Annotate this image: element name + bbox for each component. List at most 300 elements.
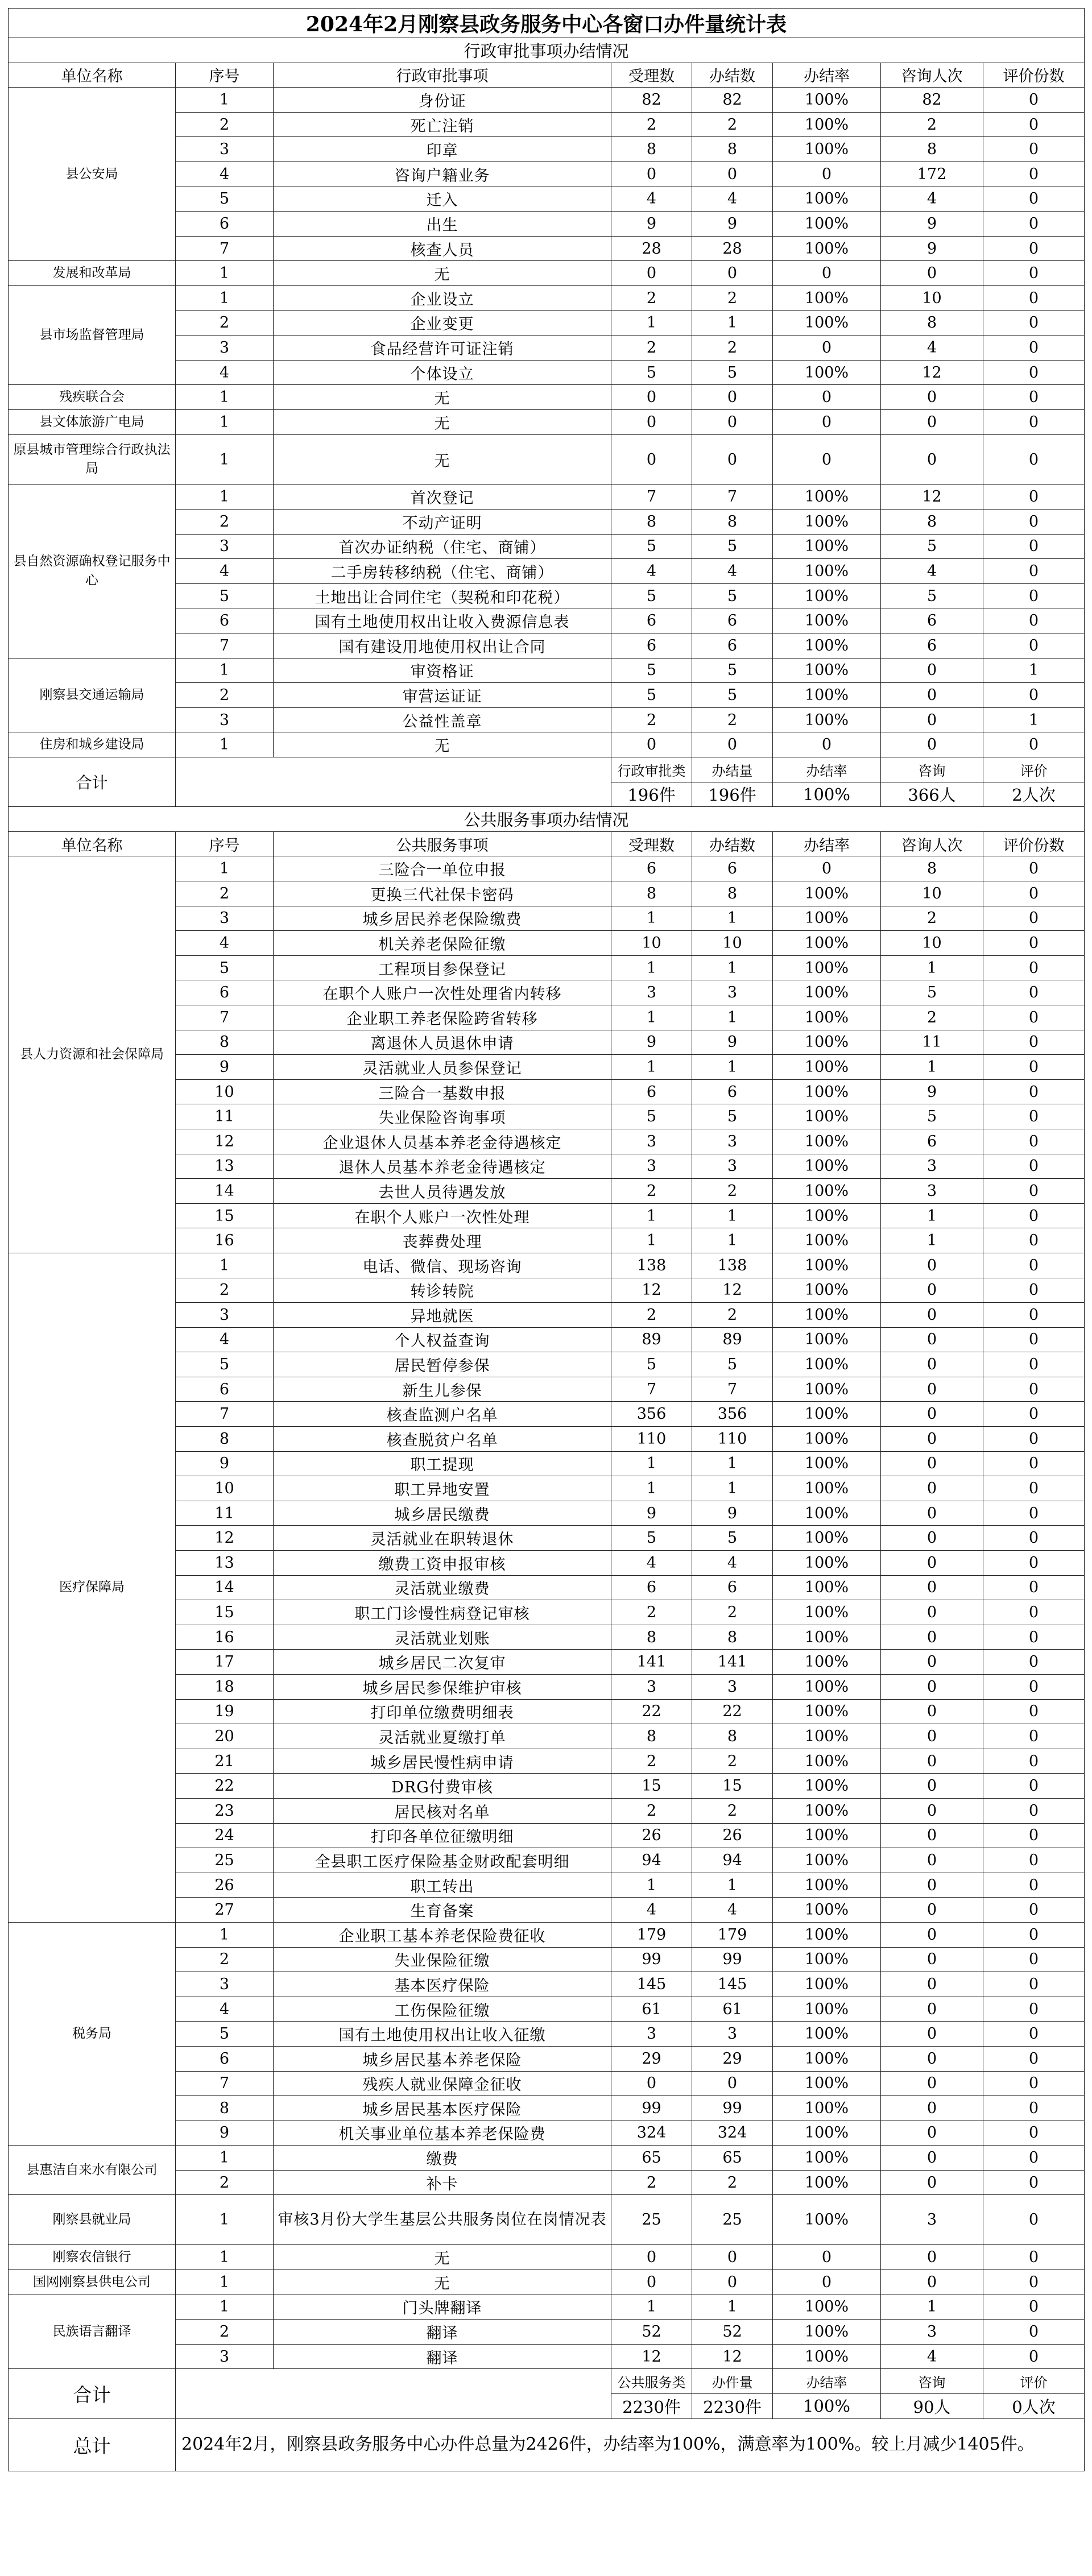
serial-cell: 1 xyxy=(176,434,274,484)
serial-cell: 1 xyxy=(176,1922,274,1947)
serial-cell: 13 xyxy=(176,1154,274,1179)
evaluation-cell: 0 xyxy=(983,510,1085,535)
serial-cell: 1 xyxy=(176,484,274,510)
evaluation-cell: 1 xyxy=(983,707,1085,732)
completed-cell: 5 xyxy=(692,658,773,683)
serial-cell: 15 xyxy=(176,1203,274,1228)
completed-cell: 12 xyxy=(692,1278,773,1303)
accepted-cell: 8 xyxy=(611,1724,692,1749)
item-cell: 转诊转院 xyxy=(274,1278,611,1303)
rate-cell: 100% xyxy=(773,187,881,212)
consult-cell: 0 xyxy=(881,261,983,286)
total-head: 办结率 xyxy=(773,2369,881,2394)
rate-cell: 100% xyxy=(773,1699,881,1724)
completed-cell: 28 xyxy=(692,236,773,261)
evaluation-cell: 0 xyxy=(983,285,1085,310)
column-header: 受理数 xyxy=(611,63,692,88)
serial-cell: 3 xyxy=(176,1972,274,1997)
column-header: 办结数 xyxy=(692,63,773,88)
evaluation-cell: 0 xyxy=(983,161,1085,187)
serial-cell: 5 xyxy=(176,1352,274,1377)
rate-cell: 100% xyxy=(773,1749,881,1774)
item-cell: 死亡注销 xyxy=(274,112,611,137)
unit-name-cell: 发展和改革局 xyxy=(9,261,176,286)
evaluation-cell: 0 xyxy=(983,1600,1085,1625)
completed-cell: 3 xyxy=(692,1129,773,1154)
evaluation-cell: 0 xyxy=(983,2170,1085,2195)
item-cell: 企业职工基本养老保险费征收 xyxy=(274,1922,611,1947)
accepted-cell: 9 xyxy=(611,212,692,237)
completed-cell: 89 xyxy=(692,1327,773,1352)
evaluation-cell: 0 xyxy=(983,931,1085,956)
accepted-cell: 1 xyxy=(611,1476,692,1501)
total-value: 366人 xyxy=(881,782,983,807)
evaluation-cell: 0 xyxy=(983,1526,1085,1551)
evaluation-cell: 0 xyxy=(983,1675,1085,1700)
accepted-cell: 0 xyxy=(611,732,692,757)
serial-cell: 1 xyxy=(176,2146,274,2171)
item-cell: 灵活就业夏缴打单 xyxy=(274,1724,611,1749)
evaluation-cell: 0 xyxy=(983,955,1085,980)
serial-cell: 26 xyxy=(176,1873,274,1898)
unit-name-cell: 残疾联合会 xyxy=(9,385,176,410)
serial-cell: 1 xyxy=(176,2195,274,2245)
completed-cell: 145 xyxy=(692,1972,773,1997)
completed-cell: 4 xyxy=(692,1551,773,1576)
evaluation-cell: 0 xyxy=(983,1476,1085,1501)
rate-cell: 100% xyxy=(773,1303,881,1328)
consult-cell: 6 xyxy=(881,1129,983,1154)
rate-cell: 100% xyxy=(773,2320,881,2345)
completed-cell: 0 xyxy=(692,385,773,410)
completed-cell: 2 xyxy=(692,112,773,137)
total-head: 办件量 xyxy=(692,2369,773,2394)
consult-cell: 4 xyxy=(881,559,983,584)
total-value: 90人 xyxy=(881,2394,983,2419)
consult-cell: 0 xyxy=(881,1451,983,1476)
total-value: 196件 xyxy=(611,782,692,807)
rate-cell: 100% xyxy=(773,1055,881,1080)
accepted-cell: 0 xyxy=(611,434,692,484)
item-cell: 城乡居民养老保险缴费 xyxy=(274,906,611,931)
rate-cell: 100% xyxy=(773,2022,881,2047)
completed-cell: 99 xyxy=(692,2096,773,2121)
consult-cell: 8 xyxy=(881,856,983,881)
item-cell: 残疾人就业保障金征收 xyxy=(274,2071,611,2096)
accepted-cell: 356 xyxy=(611,1402,692,1427)
total-header-row xyxy=(9,757,1085,782)
item-cell: 翻译 xyxy=(274,2344,611,2369)
evaluation-cell: 0 xyxy=(983,1798,1085,1823)
accepted-cell: 2 xyxy=(611,285,692,310)
item-cell: 灵活就业人员参保登记 xyxy=(274,1055,611,1080)
accepted-cell: 22 xyxy=(611,1699,692,1724)
consult-cell: 0 xyxy=(881,1526,983,1551)
evaluation-cell: 0 xyxy=(983,1898,1085,1923)
item-cell: 首次办证纳税（住宅、商铺） xyxy=(274,534,611,559)
consult-cell: 2 xyxy=(881,906,983,931)
consult-cell: 6 xyxy=(881,608,983,633)
accepted-cell: 5 xyxy=(611,1104,692,1129)
consult-cell: 12 xyxy=(881,360,983,385)
evaluation-cell: 0 xyxy=(983,310,1085,336)
serial-cell: 17 xyxy=(176,1650,274,1675)
rate-cell: 100% xyxy=(773,1675,881,1700)
rate-cell: 100% xyxy=(773,1625,881,1650)
consult-cell: 0 xyxy=(881,1352,983,1377)
accepted-cell: 6 xyxy=(611,1079,692,1104)
rate-cell: 100% xyxy=(773,1352,881,1377)
rate-cell: 100% xyxy=(773,2121,881,2146)
accepted-cell: 5 xyxy=(611,583,692,608)
rate-cell: 100% xyxy=(773,1848,881,1873)
consult-cell: 0 xyxy=(881,1774,983,1799)
column-header: 行政审批事项 xyxy=(274,63,611,88)
accepted-cell: 4 xyxy=(611,187,692,212)
item-cell: 生育备案 xyxy=(274,1898,611,1923)
item-cell: 翻译 xyxy=(274,2320,611,2345)
evaluation-cell: 0 xyxy=(983,484,1085,510)
rate-cell: 0 xyxy=(773,856,881,881)
evaluation-cell: 0 xyxy=(983,434,1085,484)
rate-cell: 100% xyxy=(773,1798,881,1823)
serial-cell: 7 xyxy=(176,633,274,659)
serial-cell: 14 xyxy=(176,1179,274,1204)
completed-cell: 8 xyxy=(692,137,773,162)
consult-cell: 2 xyxy=(881,1005,983,1030)
serial-cell: 16 xyxy=(176,1228,274,1253)
total-value: 2230件 xyxy=(692,2394,773,2419)
item-cell: 补卡 xyxy=(274,2170,611,2195)
serial-cell: 5 xyxy=(176,583,274,608)
completed-cell: 8 xyxy=(692,1625,773,1650)
table-row xyxy=(9,2146,1085,2171)
consult-cell: 0 xyxy=(881,707,983,732)
completed-cell: 3 xyxy=(692,1154,773,1179)
item-cell: 在职个人账户一次性处理省内转移 xyxy=(274,980,611,1005)
item-cell: 国有建设用地使用权出让合同 xyxy=(274,633,611,659)
serial-cell: 1 xyxy=(176,409,274,434)
rate-cell: 100% xyxy=(773,1947,881,1972)
table-row xyxy=(9,1922,1085,1947)
rate-cell: 0 xyxy=(773,385,881,410)
total-head: 行政审批类 xyxy=(611,757,692,782)
rate-cell: 0 xyxy=(773,161,881,187)
item-cell: 居民核对名单 xyxy=(274,1798,611,1823)
accepted-cell: 8 xyxy=(611,1625,692,1650)
accepted-cell: 0 xyxy=(611,261,692,286)
consult-cell: 0 xyxy=(881,1699,983,1724)
rate-cell: 100% xyxy=(773,1972,881,1997)
item-cell: 工程项目参保登记 xyxy=(274,955,611,980)
evaluation-cell: 0 xyxy=(983,1997,1085,2022)
serial-cell: 3 xyxy=(176,1303,274,1328)
unit-name-cell: 原县城市管理综合行政执法局 xyxy=(9,434,176,484)
section-title: 公共服务事项办结情况 xyxy=(9,807,1085,832)
accepted-cell: 1 xyxy=(611,1873,692,1898)
rate-cell: 100% xyxy=(773,1154,881,1179)
accepted-cell: 9 xyxy=(611,1030,692,1055)
consult-cell: 0 xyxy=(881,2046,983,2071)
serial-cell: 2 xyxy=(176,310,274,336)
serial-cell: 23 xyxy=(176,1798,274,1823)
serial-cell: 5 xyxy=(176,187,274,212)
rate-cell: 0 xyxy=(773,434,881,484)
column-header: 评价份数 xyxy=(983,831,1085,856)
consult-cell: 9 xyxy=(881,236,983,261)
item-cell: 无 xyxy=(274,2270,611,2295)
accepted-cell: 8 xyxy=(611,510,692,535)
evaluation-cell: 0 xyxy=(983,1501,1085,1526)
header-row xyxy=(9,831,1085,856)
accepted-cell: 2 xyxy=(611,707,692,732)
consult-cell: 0 xyxy=(881,385,983,410)
rate-cell: 100% xyxy=(773,1823,881,1848)
evaluation-cell: 0 xyxy=(983,1079,1085,1104)
rate-cell: 100% xyxy=(773,955,881,980)
completed-cell: 9 xyxy=(692,1030,773,1055)
consult-cell: 1 xyxy=(881,1228,983,1253)
item-cell: 职工门诊慢性病登记审核 xyxy=(274,1600,611,1625)
item-cell: 门头牌翻译 xyxy=(274,2295,611,2320)
accepted-cell: 12 xyxy=(611,1278,692,1303)
consult-cell: 0 xyxy=(881,1749,983,1774)
rate-cell: 100% xyxy=(773,658,881,683)
serial-cell: 1 xyxy=(176,856,274,881)
rate-cell: 100% xyxy=(773,285,881,310)
completed-cell: 179 xyxy=(692,1922,773,1947)
item-cell: 身份证 xyxy=(274,88,611,113)
evaluation-cell: 0 xyxy=(983,2245,1085,2270)
rate-cell: 100% xyxy=(773,2096,881,2121)
total-head: 办结量 xyxy=(692,757,773,782)
evaluation-cell: 0 xyxy=(983,1947,1085,1972)
item-cell: 食品经营许可证注销 xyxy=(274,336,611,361)
consult-cell: 10 xyxy=(881,881,983,906)
statistics-document xyxy=(8,8,1084,2471)
item-cell: 审核3月份大学生基层公共服务岗位在岗情况表 xyxy=(274,2195,611,2245)
consult-cell: 1 xyxy=(881,1203,983,1228)
accepted-cell: 5 xyxy=(611,683,692,708)
completed-cell: 65 xyxy=(692,2146,773,2171)
accepted-cell: 1 xyxy=(611,1451,692,1476)
serial-cell: 2 xyxy=(176,510,274,535)
accepted-cell: 1 xyxy=(611,1005,692,1030)
completed-cell: 22 xyxy=(692,1699,773,1724)
evaluation-cell: 0 xyxy=(983,2295,1085,2320)
item-cell: 在职个人账户一次性处理 xyxy=(274,1203,611,1228)
accepted-cell: 4 xyxy=(611,1551,692,1576)
unit-name-cell: 县自然资源确权登记服务中心 xyxy=(9,484,176,658)
accepted-cell: 2 xyxy=(611,1303,692,1328)
accepted-cell: 3 xyxy=(611,2022,692,2047)
accepted-cell: 6 xyxy=(611,1575,692,1600)
total-head: 评价 xyxy=(983,2369,1085,2394)
item-cell: 新生儿参保 xyxy=(274,1377,611,1402)
header-row xyxy=(9,63,1085,88)
serial-cell: 5 xyxy=(176,2022,274,2047)
item-cell: 企业职工养老保险跨省转移 xyxy=(274,1005,611,1030)
completed-cell: 6 xyxy=(692,1079,773,1104)
serial-cell: 4 xyxy=(176,161,274,187)
item-cell: 无 xyxy=(274,385,611,410)
serial-cell: 3 xyxy=(176,906,274,931)
serial-cell: 14 xyxy=(176,1575,274,1600)
evaluation-cell: 0 xyxy=(983,1179,1085,1204)
evaluation-cell: 0 xyxy=(983,1203,1085,1228)
total-head: 评价 xyxy=(983,757,1085,782)
consult-cell: 0 xyxy=(881,1575,983,1600)
rate-cell: 100% xyxy=(773,1600,881,1625)
evaluation-cell: 0 xyxy=(983,1451,1085,1476)
consult-cell: 5 xyxy=(881,980,983,1005)
evaluation-cell: 0 xyxy=(983,2146,1085,2171)
unit-name-cell: 县文体旅游广电局 xyxy=(9,409,176,434)
completed-cell: 1 xyxy=(692,1228,773,1253)
item-cell: 电话、微信、现场咨询 xyxy=(274,1253,611,1278)
accepted-cell: 1 xyxy=(611,906,692,931)
evaluation-cell: 0 xyxy=(983,1005,1085,1030)
rate-cell: 100% xyxy=(773,1377,881,1402)
item-cell: 打印单位缴费明细表 xyxy=(274,1699,611,1724)
item-cell: 离退休人员退休申请 xyxy=(274,1030,611,1055)
item-cell: 职工提现 xyxy=(274,1451,611,1476)
column-header: 办结数 xyxy=(692,831,773,856)
rate-cell: 100% xyxy=(773,1526,881,1551)
evaluation-cell: 0 xyxy=(983,409,1085,434)
evaluation-cell: 0 xyxy=(983,88,1085,113)
consult-cell: 82 xyxy=(881,88,983,113)
consult-cell: 0 xyxy=(881,1922,983,1947)
serial-cell: 12 xyxy=(176,1526,274,1551)
completed-cell: 2 xyxy=(692,1600,773,1625)
consult-cell: 0 xyxy=(881,1501,983,1526)
accepted-cell: 12 xyxy=(611,2344,692,2369)
total-value: 2230件 xyxy=(611,2394,692,2419)
serial-cell: 22 xyxy=(176,1774,274,1799)
consult-cell: 11 xyxy=(881,1030,983,1055)
serial-cell: 24 xyxy=(176,1823,274,1848)
accepted-cell: 4 xyxy=(611,559,692,584)
completed-cell: 4 xyxy=(692,187,773,212)
accepted-cell: 1 xyxy=(611,310,692,336)
total-head: 公共服务类 xyxy=(611,2369,692,2394)
rate-cell: 100% xyxy=(773,1427,881,1452)
rate-cell: 100% xyxy=(773,2146,881,2171)
consult-cell: 5 xyxy=(881,1104,983,1129)
item-cell: 国有土地使用权出让收入征缴 xyxy=(274,2022,611,2047)
grand-total-text: 2024年2月，刚察县政务服务中心办件总量为2426件，办结率为100%，满意率为100%。较上月减少1405件。 xyxy=(176,2418,1085,2471)
completed-cell: 52 xyxy=(692,2320,773,2345)
item-cell: 城乡居民基本医疗保险 xyxy=(274,2096,611,2121)
completed-cell: 1 xyxy=(692,1476,773,1501)
item-cell: 机关养老保险征缴 xyxy=(274,931,611,956)
rate-cell: 100% xyxy=(773,2170,881,2195)
accepted-cell: 6 xyxy=(611,856,692,881)
completed-cell: 0 xyxy=(692,2071,773,2096)
accepted-cell: 28 xyxy=(611,236,692,261)
consult-cell: 12 xyxy=(881,484,983,510)
completed-cell: 0 xyxy=(692,261,773,286)
accepted-cell: 82 xyxy=(611,88,692,113)
evaluation-cell: 0 xyxy=(983,856,1085,881)
evaluation-cell: 0 xyxy=(983,732,1085,757)
item-cell: 无 xyxy=(274,2245,611,2270)
accepted-cell: 6 xyxy=(611,633,692,659)
completed-cell: 99 xyxy=(692,1947,773,1972)
serial-cell: 6 xyxy=(176,2046,274,2071)
completed-cell: 2 xyxy=(692,707,773,732)
consult-cell: 3 xyxy=(881,2195,983,2245)
completed-cell: 5 xyxy=(692,1526,773,1551)
item-cell: 审资格证 xyxy=(274,658,611,683)
rate-cell: 100% xyxy=(773,112,881,137)
completed-cell: 1 xyxy=(692,955,773,980)
total-blank xyxy=(176,2369,611,2418)
completed-cell: 1 xyxy=(692,1203,773,1228)
item-cell: 城乡居民缴费 xyxy=(274,1501,611,1526)
consult-cell: 10 xyxy=(881,285,983,310)
consult-cell: 0 xyxy=(881,1427,983,1452)
total-value: 100% xyxy=(773,2394,881,2419)
table-row xyxy=(9,285,1085,310)
evaluation-cell: 0 xyxy=(983,683,1085,708)
accepted-cell: 4 xyxy=(611,1898,692,1923)
total-blank xyxy=(176,757,611,807)
completed-cell: 8 xyxy=(692,510,773,535)
serial-cell: 27 xyxy=(176,1898,274,1923)
item-cell: 出生 xyxy=(274,212,611,237)
accepted-cell: 145 xyxy=(611,1972,692,1997)
completed-cell: 9 xyxy=(692,1501,773,1526)
accepted-cell: 2 xyxy=(611,336,692,361)
completed-cell: 0 xyxy=(692,2270,773,2295)
accepted-cell: 0 xyxy=(611,2270,692,2295)
consult-cell: 0 xyxy=(881,1823,983,1848)
page-title: 2024年2月刚察县政务服务中心各窗口办件量统计表 xyxy=(9,9,1085,38)
consult-cell: 8 xyxy=(881,510,983,535)
accepted-cell: 65 xyxy=(611,2146,692,2171)
rate-cell: 100% xyxy=(773,1079,881,1104)
completed-cell: 1 xyxy=(692,2295,773,2320)
rate-cell: 0 xyxy=(773,336,881,361)
column-header: 公共服务事项 xyxy=(274,831,611,856)
total-value: 196件 xyxy=(692,782,773,807)
table-row xyxy=(9,2195,1085,2245)
serial-cell: 1 xyxy=(176,88,274,113)
accepted-cell: 2 xyxy=(611,1600,692,1625)
completed-cell: 2 xyxy=(692,336,773,361)
completed-cell: 6 xyxy=(692,856,773,881)
item-cell: 退休人员基本养老金待遇核定 xyxy=(274,1154,611,1179)
completed-cell: 0 xyxy=(692,409,773,434)
column-header: 受理数 xyxy=(611,831,692,856)
accepted-cell: 110 xyxy=(611,1427,692,1452)
evaluation-cell: 0 xyxy=(983,1352,1085,1377)
accepted-cell: 89 xyxy=(611,1327,692,1352)
consult-cell: 6 xyxy=(881,633,983,659)
rate-cell: 100% xyxy=(773,1179,881,1204)
completed-cell: 1 xyxy=(692,310,773,336)
serial-cell: 4 xyxy=(176,360,274,385)
serial-cell: 1 xyxy=(176,261,274,286)
item-cell: 企业退休人员基本养老金待遇核定 xyxy=(274,1129,611,1154)
evaluation-cell: 0 xyxy=(983,1650,1085,1675)
unit-name-cell: 医疗保障局 xyxy=(9,1253,176,1922)
evaluation-cell: 0 xyxy=(983,2096,1085,2121)
completed-cell: 2 xyxy=(692,1179,773,1204)
serial-cell: 6 xyxy=(176,212,274,237)
